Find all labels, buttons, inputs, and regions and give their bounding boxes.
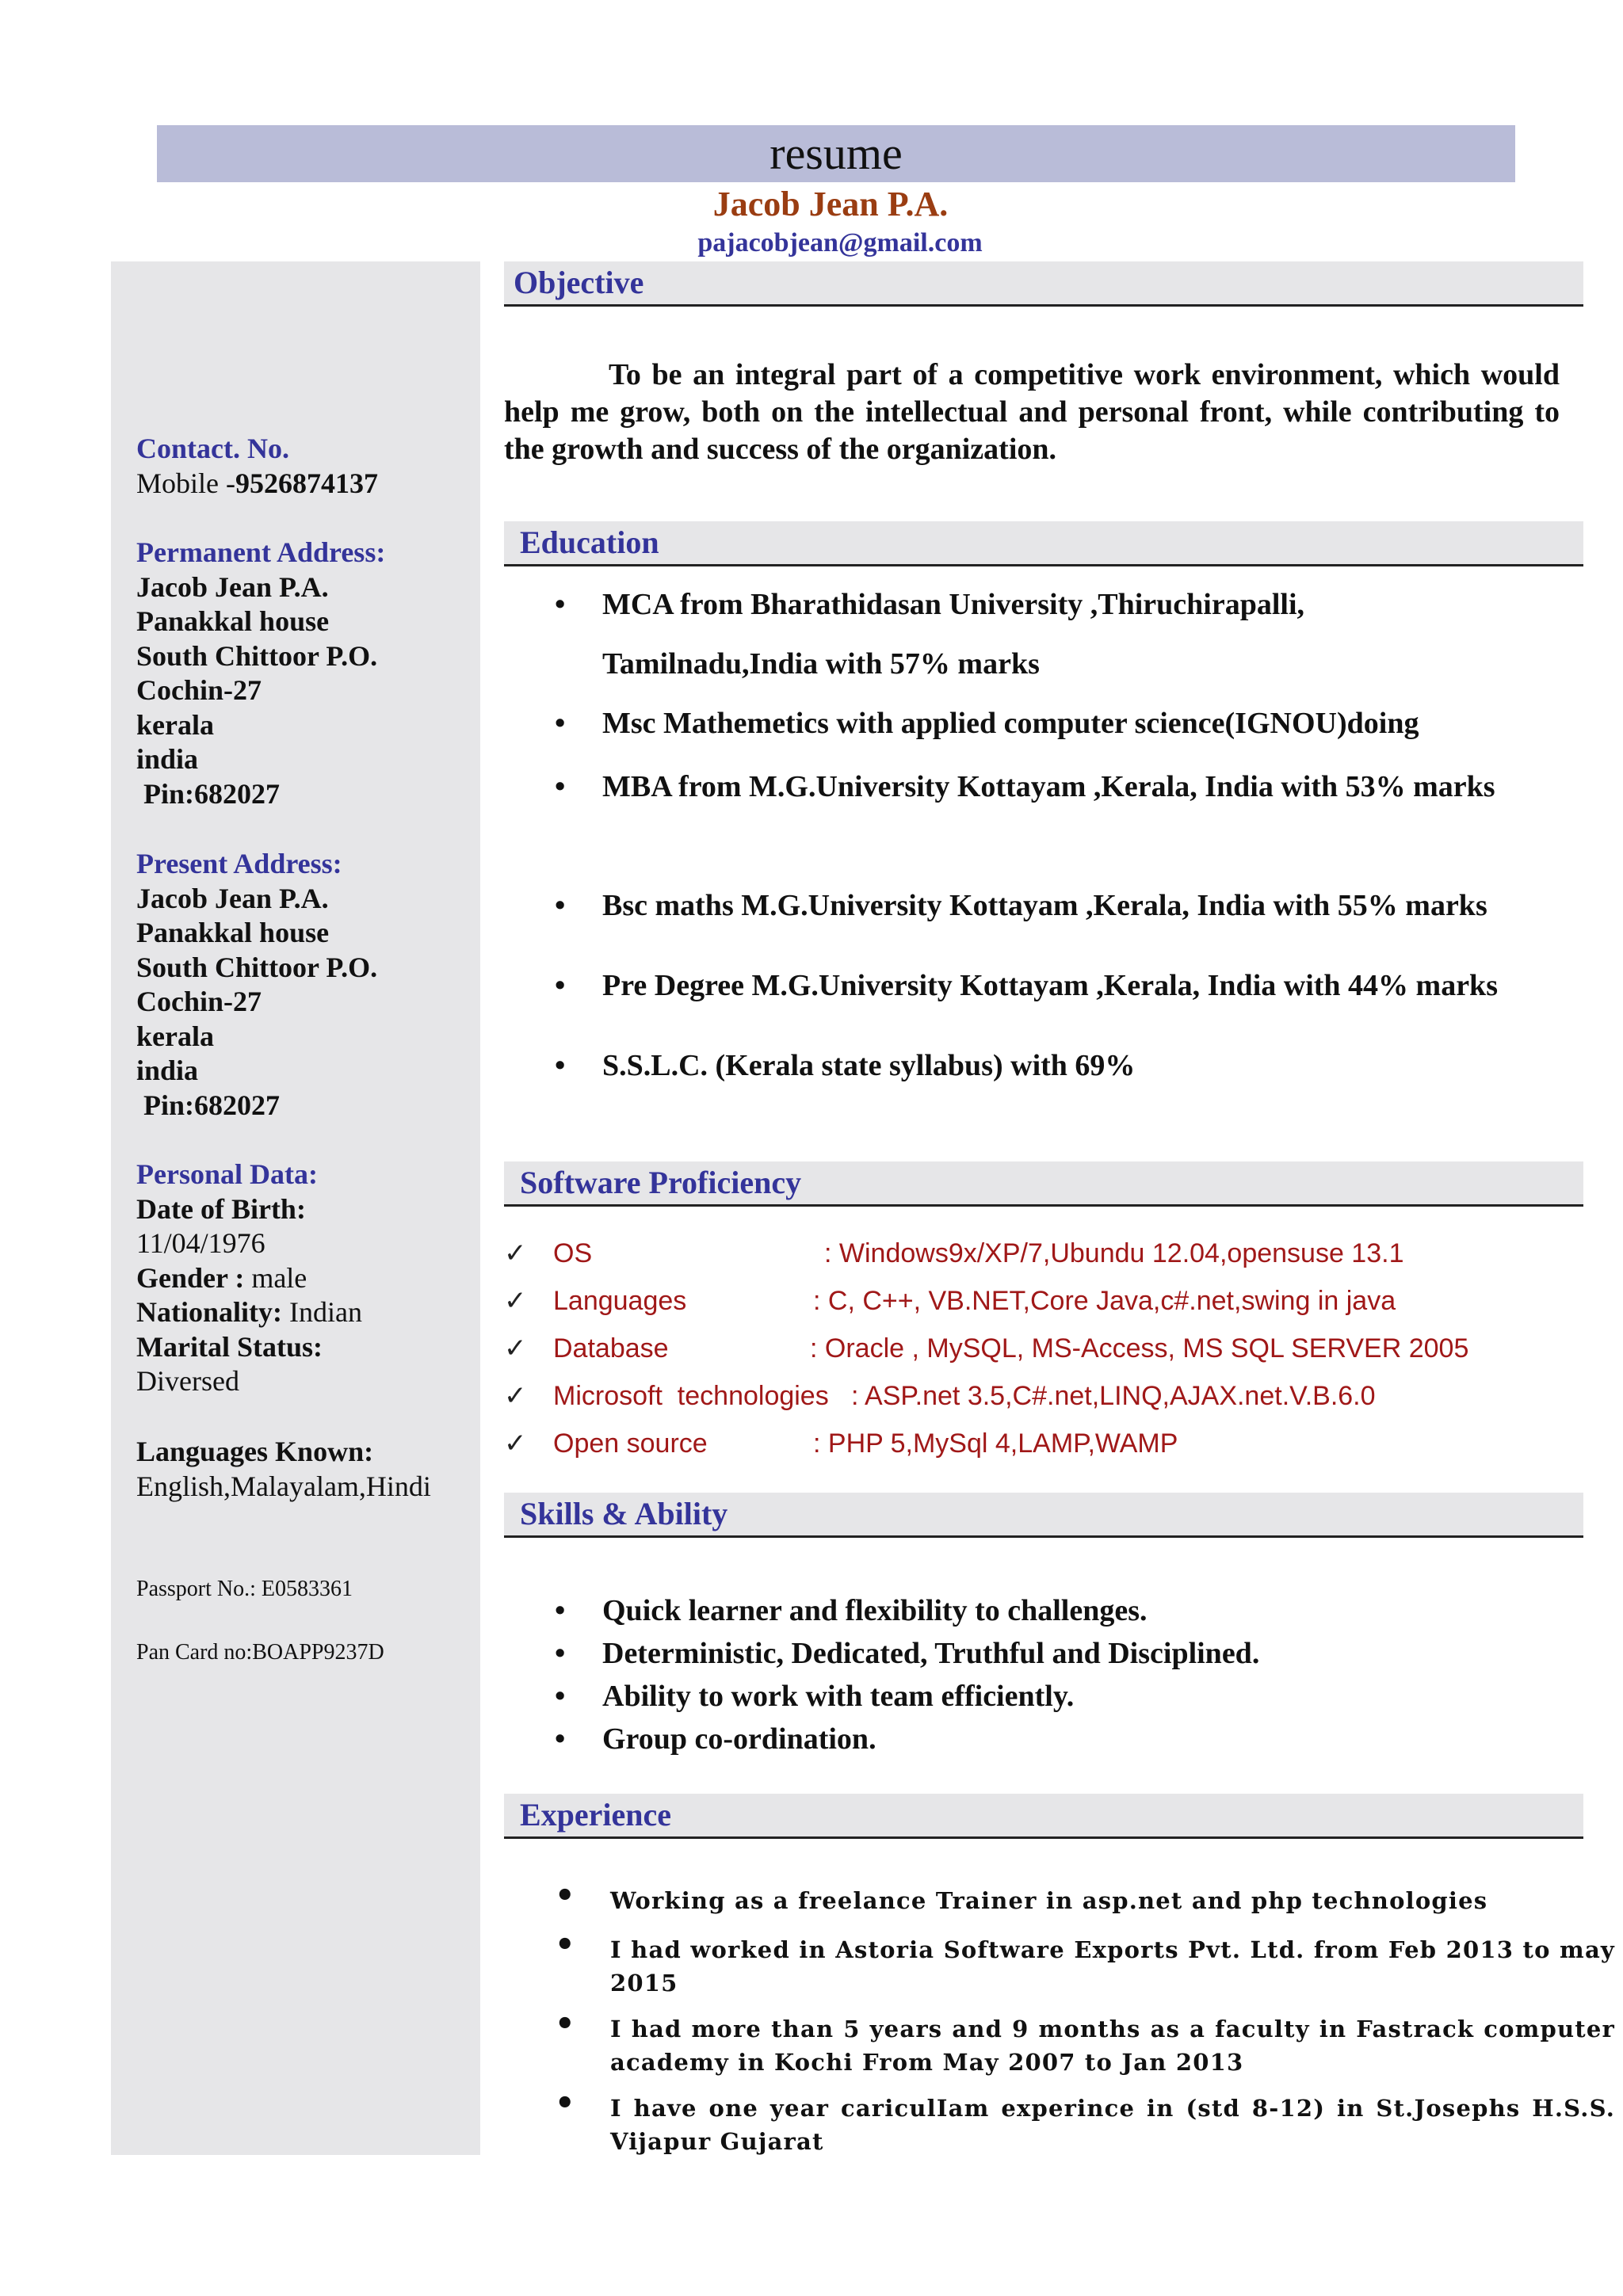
gender-label: Gender : (136, 1261, 252, 1294)
bullet-icon: • (555, 1926, 576, 1963)
languages-label: Languages Known: (136, 1436, 374, 1467)
pan-card-number: Pan Card no:BOAPP9237D (136, 1640, 384, 1665)
education-item: • Pre Degree M.G.University Kottayam ,Kerala, India with 44% marks (555, 966, 1593, 1005)
address-line: kerala (136, 1020, 214, 1052)
languages-block (136, 1435, 469, 1504)
contact-label: Contact. No. (136, 433, 289, 464)
education-item: • Bsc maths M.G.University Kottayam ,Kerala, India with 55% marks (555, 886, 1593, 925)
personal-data-block (136, 1158, 469, 1399)
experience-item: • Working as a freelance Trainer in asp.net and php technologies (555, 1877, 1488, 1914)
address-line: Pin:682027 (136, 1089, 281, 1121)
check-icon: ✓ (504, 1286, 527, 1316)
marital-status-label: Marital Status: (136, 1330, 323, 1363)
skill-item: • Quick learner and flexibility to challenges. (555, 1591, 1593, 1630)
education-item: • MBA from M.G.University Kottayam ,Kerala, India with 53% marks (555, 767, 1593, 807)
experience-title: Experience (520, 1797, 672, 1833)
languages-value: English,Malayalam,Hindi (136, 1470, 431, 1502)
bullet-icon: • (555, 1594, 566, 1627)
bullet-icon: • (555, 969, 566, 1002)
contact-block (136, 432, 469, 501)
objective-header (504, 261, 1583, 307)
check-icon: ✓ (504, 1333, 527, 1363)
personal-data-label: Personal Data: (136, 1158, 318, 1190)
skill-item: • Ability to work with team efficiently. (555, 1676, 1593, 1716)
check-icon: ✓ (504, 1238, 527, 1268)
dob-value: 11/04/1976 (136, 1227, 265, 1259)
bullet-icon: • (555, 1722, 566, 1756)
bullet-icon: • (555, 1680, 566, 1713)
dob-label: Date of Birth: (136, 1192, 306, 1225)
present-address-block (136, 847, 469, 1123)
nationality-value: Indian (289, 1296, 362, 1328)
bullet-icon: • (555, 588, 566, 621)
bullet-icon: • (555, 889, 566, 922)
gender-line (136, 1261, 469, 1296)
address-line: South Chittoor P.O. (136, 951, 378, 983)
address-line: kerala (136, 708, 214, 741)
education-header (504, 521, 1583, 566)
address-line: Pin:682027 (136, 777, 281, 810)
skill-item: • Deterministic, Dedicated, Truthful and Disciplined. (555, 1634, 1593, 1673)
bullet-icon: • (555, 2005, 576, 2042)
address-line: Panakkal house (136, 605, 330, 637)
nationality-label: Nationality: (136, 1296, 289, 1328)
experience-header (504, 1794, 1583, 1839)
education-item: • MCA from Bharathidasan University ,Thiruchirapalli, (555, 585, 1593, 624)
bullet-icon: • (555, 2084, 576, 2122)
candidate-name: Jacob Jean P.A. (712, 185, 949, 223)
software-title: Software Proficiency (520, 1165, 802, 1200)
education-title: Education (520, 524, 659, 560)
email-link[interactable]: pajacobjean@gmail.com (697, 228, 983, 257)
address-line: Cochin-27 (136, 986, 262, 1017)
software-header (504, 1161, 1583, 1207)
objective-text: To be an integral part of a competitive work environment, which would help me grow, both on the intellectual and personal front, while contributing to the growth and success of the organization. (504, 358, 1560, 466)
address-line: Panakkal house (136, 917, 330, 948)
address-line: india (136, 743, 199, 775)
objective-title: Objective (514, 265, 644, 300)
bullet-icon: • (555, 707, 566, 740)
permanent-address-label: Permanent Address: (136, 536, 386, 568)
address-line: Jacob Jean P.A. (136, 570, 329, 603)
permanent-address-block (136, 536, 469, 811)
experience-item: • I had more than 5 years and 9 months as a faculty in Fastrack computer academy in Kochi From May 2007 to Jan 2013 (555, 2005, 1615, 2076)
mobile-number: 9526874137 (235, 467, 378, 499)
address-line: Cochin-27 (136, 674, 262, 706)
mobile-prefix: Mobile - (136, 467, 235, 499)
mobile-line (136, 467, 469, 502)
address-line: india (136, 1055, 199, 1086)
skills-header (504, 1493, 1583, 1538)
skill-item: • Group co-ordination. (555, 1719, 1593, 1759)
gender-value: male (251, 1261, 307, 1294)
skills-title: Skills & Ability (520, 1496, 728, 1531)
present-address-label: Present Address: (136, 848, 342, 879)
bullet-icon: • (555, 1637, 566, 1670)
address-line: Jacob Jean P.A. (136, 882, 329, 914)
experience-item: • I had worked in Astoria Software Exports Pvt. Ltd. from Feb 2013 to may 2015 (555, 1926, 1615, 1997)
education-item: • S.S.L.C. (Kerala state syllabus) with 69% (555, 1046, 1593, 1085)
nationality-line (136, 1295, 469, 1330)
address-line: South Chittoor P.O. (136, 639, 378, 672)
check-icon: ✓ (504, 1428, 527, 1459)
check-icon: ✓ (504, 1381, 527, 1411)
education-item: • Msc Mathemetics with applied computer science(IGNOU)doing (555, 704, 1593, 743)
bullet-icon: • (555, 770, 566, 803)
education-item-continuation: Tamilnadu,India with 57% marks (602, 647, 1040, 681)
resume-title: resume (769, 128, 903, 179)
marital-status-value: Diversed (136, 1365, 239, 1397)
passport-number: Passport No.: E0583361 (136, 1577, 353, 1601)
bullet-icon: • (555, 1877, 576, 1914)
experience-item: • I have one year cariculIam experince in (std 8-12) in St.Josephs H.S.S. Vijapur Gujarat (555, 2084, 1615, 2155)
bullet-icon: • (555, 1049, 566, 1082)
